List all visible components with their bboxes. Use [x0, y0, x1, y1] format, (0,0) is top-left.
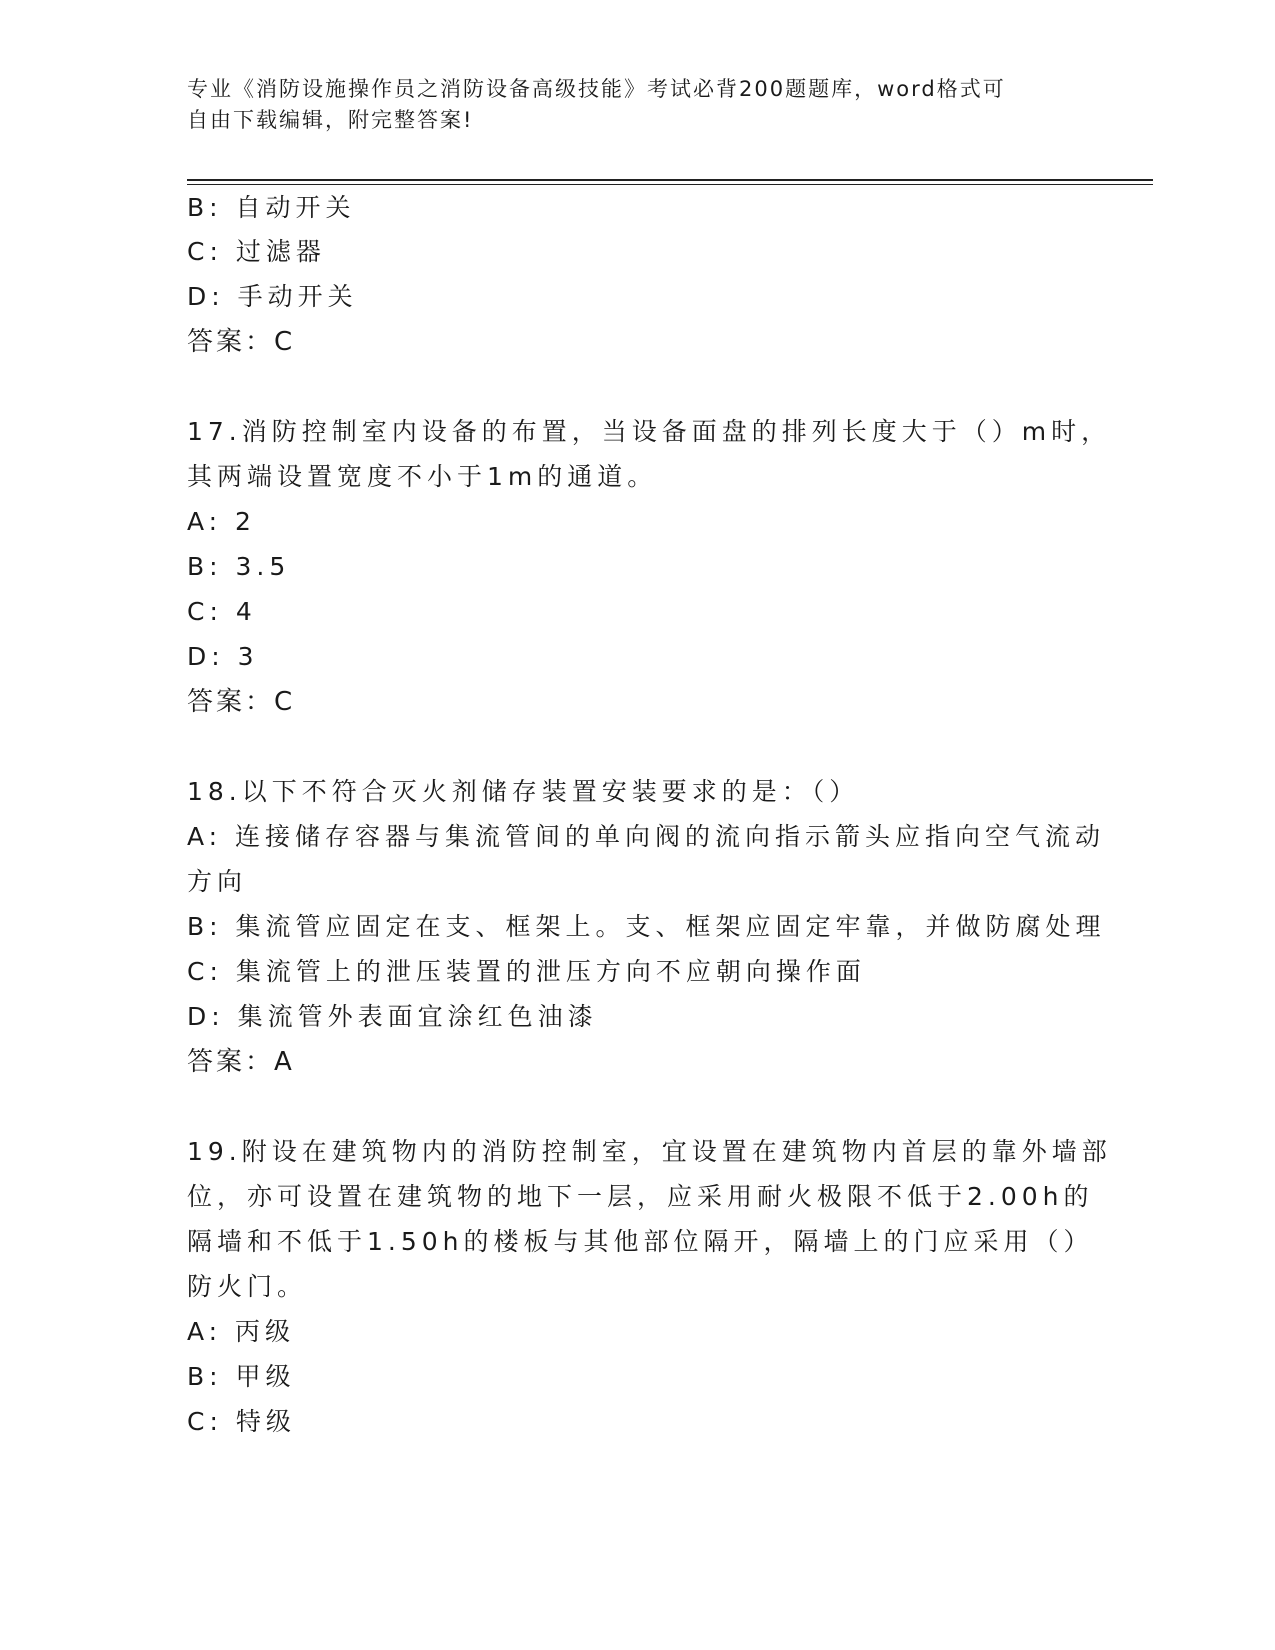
q18-option-c: C: 集流管上的泄压装置的泄压方向不应朝向操作面: [187, 957, 866, 986]
document-header: [187, 74, 1067, 136]
q17-option-d: D: 3: [187, 642, 259, 671]
q17-option-c: C: 4: [187, 597, 257, 626]
q17-option-b: B: 3.5: [187, 552, 291, 581]
q18-option-b: B: 集流管应固定在支、框架上。支、框架应固定牢靠，并做防腐处理: [187, 912, 1106, 941]
q19-stem-line-2: 位，亦可设置在建筑物的地下一层，应采用耐火极限不低于2.00h的: [187, 1182, 1094, 1211]
q17-stem-line-2: 其两端设置宽度不小于1m的通道。: [187, 462, 658, 491]
q19-stem-line-1: 19.附设在建筑物内的消防控制室，宜设置在建筑物内首层的靠外墙部: [187, 1137, 1112, 1166]
q16-option-b: B: 自动开关: [187, 193, 356, 222]
q16-answer: 答案：C: [187, 327, 296, 357]
q18-option-d: D: 集流管外表面宜涂红色油漆: [187, 1002, 598, 1031]
q17-answer: 答案：C: [187, 687, 296, 717]
q18-stem: 18.以下不符合灭火剂储存装置安装要求的是：（）: [187, 777, 860, 806]
q16-option-c: C: 过滤器: [187, 237, 326, 266]
q17-option-a: A: 2: [187, 507, 256, 536]
q19-stem-line-4: 防火门。: [187, 1272, 308, 1301]
q17-stem-line-1: 17.消防控制室内设备的布置，当设备面盘的排列长度大于（）m时，: [187, 417, 1112, 446]
q19-option-b: B: 甲级: [187, 1362, 296, 1391]
q18-option-a-line-1: A: 连接储存容器与集流管间的单向阀的流向指示箭头应指向空气流动: [187, 822, 1106, 851]
header-line-2: 自由下载编辑，附完整答案!: [187, 108, 474, 132]
header-divider-thick: [187, 179, 1153, 181]
q19-option-c: C: 特级: [187, 1407, 296, 1436]
header-line-1: 专业《消防设施操作员之消防设备高级技能》考试必背200题题库，word格式可: [187, 77, 1006, 101]
header-divider-thin: [187, 184, 1153, 185]
q16-option-d: D: 手动开关: [187, 282, 358, 311]
q19-option-a: A: 丙级: [187, 1317, 296, 1346]
q19-stem-line-3: 隔墙和不低于1.50h的楼板与其他部位隔开，隔墙上的门应采用（）: [187, 1227, 1094, 1256]
q18-answer: 答案：A: [187, 1047, 295, 1077]
q18-option-a-line-2: 方向: [187, 867, 248, 896]
